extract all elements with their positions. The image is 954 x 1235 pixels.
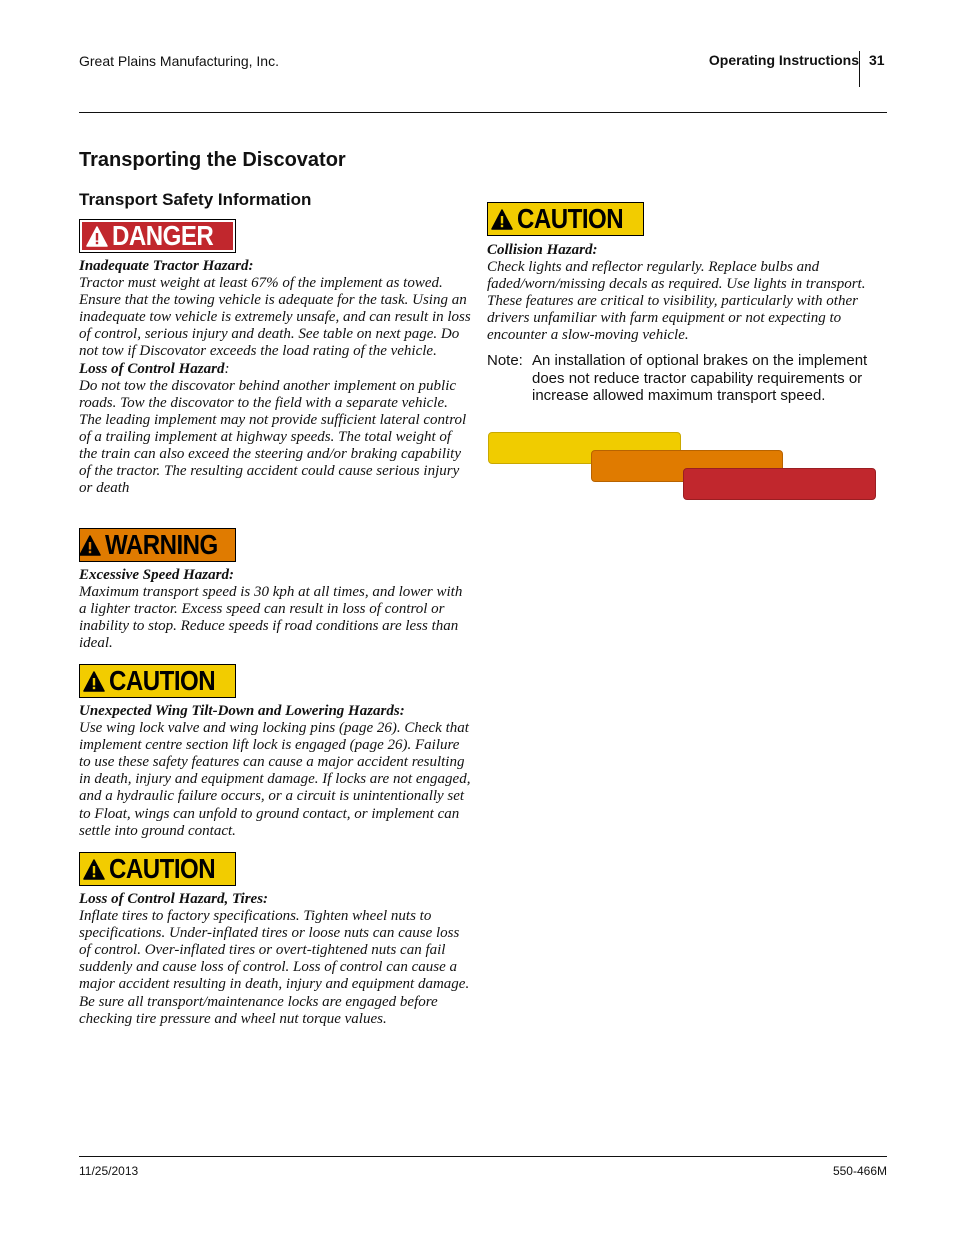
warning-label bbox=[79, 528, 236, 562]
hazard-text: Use wing lock valve and wing locking pins (page 26). Check that implement centre section lift lock is engaged (page 26). Failure to use these safety features can cause a major accident resulting in death, injury and equipment damage. If locks are not engaged, and a hydraulic failure occurs, or a circuit is unintentionally set to Float, wings can unfold to ground contact, or implement can settle into ground contact. bbox=[79, 720, 471, 839]
caution-label bbox=[79, 852, 236, 886]
caution-label bbox=[487, 202, 644, 236]
note-label: Note: bbox=[487, 352, 523, 369]
warning-triangle-icon bbox=[79, 535, 101, 556]
warning-triangle-icon bbox=[86, 226, 108, 247]
footer-date: 11/25/2013 bbox=[79, 1164, 139, 1178]
hazard-text: Maximum transport speed is 30 kph at all times, and lower with a lighter tractor. Excess speed can result in loss of control or inability to stop. Reduce speeds if road conditions are less than ideal. bbox=[79, 584, 463, 652]
header-company: Great Plains Manufacturing, Inc. bbox=[79, 53, 279, 69]
caution-label-text: CAUTION bbox=[516, 203, 623, 234]
caution-label bbox=[79, 664, 236, 698]
danger-label bbox=[79, 219, 236, 253]
warning-triangle-icon bbox=[491, 209, 513, 230]
hazard-title: Loss of Control Hazard, Tires: bbox=[79, 891, 269, 907]
hazard-tires bbox=[79, 891, 471, 1028]
hazard-title: Inadequate Tractor Hazard: bbox=[79, 258, 254, 274]
hazard-title: Collision Hazard: bbox=[487, 242, 598, 258]
warning-triangle-icon bbox=[83, 671, 105, 692]
note bbox=[487, 352, 887, 405]
caution-label-text: CAUTION bbox=[108, 853, 215, 884]
hazard-text: Inflate tires to factory specifications. Tighten wheel nuts to specifications. Under-inflated tires or loose nuts can cause loss of control. Over-inflated tires or overt-tightened nuts can fail suddenly and cause loss of control. Loss of control can cause a major accident resulting in death, injury and equipment damage. Be sure all transport/maintenance locks are engaged before checking tire pressure and wheel nut torque values. bbox=[79, 908, 470, 1027]
header-divider bbox=[859, 51, 860, 87]
hazard-title-loss-of-control: Loss of Control Hazard: bbox=[79, 360, 230, 377]
danger-label-text: DANGER bbox=[111, 220, 213, 251]
hazard-text-loss-of-control: Do not tow the discovator behind another implement on public roads. Tow the discovator to the field with a separate vehicle. The leading implement may not provide sufficient lateral control of a trailing implement at highway speeds. The total weight of the train can also exceed the steering and/or braking capability of the tractor. The resulting accident could cause serious injury or death bbox=[79, 377, 467, 497]
footer-rule bbox=[79, 1156, 887, 1157]
hazard-text: Check lights and reflector regularly. Replace bulbs and faded/worn/missing decals as required. Use lights in transport. These features are critical to visibility, particularly with other drivers unfamiliar with farm equipment or not expecting to encounter a slow-moving vehicle. bbox=[487, 259, 866, 344]
hazard-text: Tractor must weight at least 67% of the implement as towed. Ensure that the towing vehicle is adequate for the task. Using an inadequate tow vehicle is extremely unsafe, and can result in loss of control, serious injury and death. See table on next page. Do not tow if Discovator exceeds the load rating of the vehicle. bbox=[79, 275, 471, 360]
subsection-title: Transport Safety Information bbox=[79, 190, 312, 209]
hazard-excessive-speed bbox=[79, 567, 471, 652]
danger-color-swatch bbox=[683, 468, 876, 500]
page-number: 31 bbox=[869, 52, 885, 68]
caution-label-text: CAUTION bbox=[108, 665, 215, 696]
hazard-inadequate-tractor bbox=[79, 258, 471, 497]
footer-doc-number: 550-466M bbox=[832, 1164, 887, 1178]
warning-triangle-icon bbox=[83, 859, 105, 880]
hazard-title: Unexpected Wing Tilt-Down and Lowering Hazards: bbox=[79, 703, 405, 719]
warning-label-text: WARNING bbox=[104, 529, 218, 560]
hazard-title: Excessive Speed Hazard: bbox=[79, 567, 234, 583]
header-rule bbox=[79, 112, 887, 113]
hazard-collision bbox=[487, 242, 887, 345]
header-section: Operating Instructions bbox=[708, 52, 859, 68]
note-text: An installation of optional brakes on the implement does not reduce tractor capability requirements or increase allowed maximum transport speed. bbox=[532, 352, 868, 404]
hazard-wing-tilt bbox=[79, 703, 471, 840]
section-title: Transporting the Discovator bbox=[79, 149, 346, 171]
